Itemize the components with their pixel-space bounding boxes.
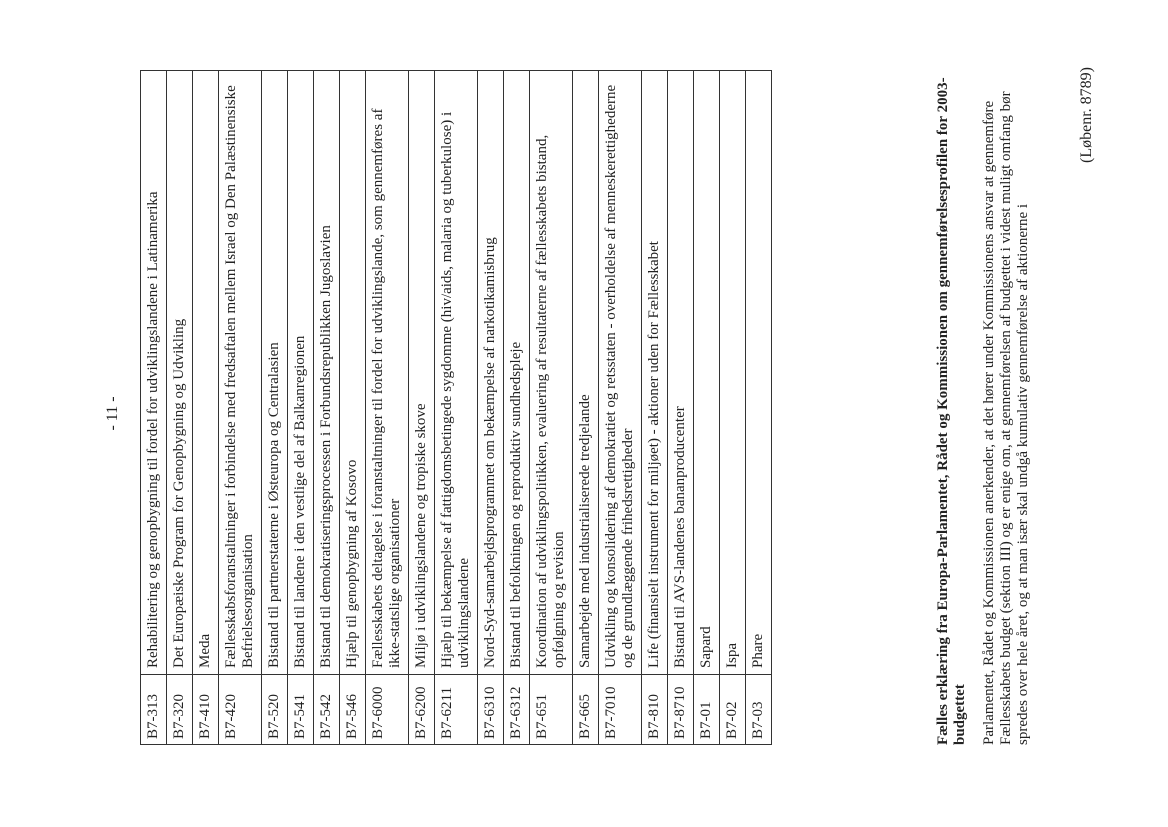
budget-line-description: Hjælp til genopbygning af Kosovo <box>344 459 360 668</box>
budget-line-code: B7-6211 <box>435 674 477 744</box>
table-row <box>503 71 529 744</box>
budget-line-description: Koordination af udviklingspolitikken, evaluering af resultaterne af fællesskabets bistand, opfølgning og revision <box>534 134 567 668</box>
budget-line-code: B7-420 <box>219 674 261 744</box>
budget-line-description: Hjælp til bekæmpelse af fattigdomsbetingede sygdomme (hiv/aids, malaria og tuberkulose) i udviklingslandene <box>439 111 472 668</box>
budget-line-description: Nord-Syd-samarbejdsprogrammet om bekæmpelse af narkotikamisbrug <box>482 237 498 668</box>
table-row <box>339 71 365 744</box>
table-row <box>641 71 667 744</box>
budget-line-code: B7-6000 <box>366 674 408 744</box>
budget-line-description: Rehabilitering og genopbygning til fordel for udviklingslandene i Latinamerika <box>145 191 161 668</box>
table-row <box>667 71 693 744</box>
budget-line-description: Udvikling og konsolidering af demokratiet og retsstaten - overholdelse af menneskerettighederne og de grundlæggende frihedsrettigheder <box>603 84 636 668</box>
budget-line-code: B7-7010 <box>599 674 641 744</box>
table-row <box>141 71 166 744</box>
table-row <box>572 71 598 744</box>
budget-line-code: B7-02 <box>720 674 745 744</box>
table-row <box>745 71 771 744</box>
budget-line-code: B7-665 <box>573 674 598 744</box>
budget-line-description: Bistand til partnerstaterne i Østeuropa og Centralasien <box>266 342 282 668</box>
budget-line-code: B7-542 <box>314 674 339 744</box>
budget-line-code: B7-6310 <box>478 674 503 744</box>
statement-heading: Fælles erklæring fra Europa-Parlamentet, Rådet og Kommissionen om gennemførelsesprofilen for 2003-budgettet <box>935 77 968 745</box>
page-number: - 11 - <box>104 396 121 431</box>
table-row <box>365 71 408 744</box>
budget-line-description: Ispa <box>724 643 740 668</box>
budget-line-code: B7-03 <box>746 674 771 744</box>
budget-line-code: B7-410 <box>193 674 218 744</box>
table-row <box>192 71 218 744</box>
budget-line-description: Bistand til demokratiseringsprocessen i Forbundsrepublikken Jugoslavien <box>318 225 334 668</box>
budget-line-description: Miljø i udviklingslandene og tropiske skove <box>413 403 429 668</box>
budget-line-description: Bistand til befolkningen og reproduktiv sundhedspleje <box>508 341 524 668</box>
table-row <box>598 71 641 744</box>
budget-line-code: B7-01 <box>694 674 719 744</box>
budget-line-code: B7-546 <box>340 674 365 744</box>
table-row <box>261 71 287 744</box>
budget-line-code: B7-8710 <box>668 674 693 744</box>
budget-line-description: Det Europæiske Program for Genopbygning og Udvikling <box>171 318 187 668</box>
budget-line-description: Bistand til AVS-landenes bananproducenter <box>672 406 688 668</box>
budget-line-code: B7-313 <box>141 674 166 744</box>
document-reference: (Løbenr. 8789) <box>1078 67 1095 163</box>
budget-line-code: B7-541 <box>288 674 313 744</box>
statement-body: Parlamentet, Rådet og Kommissionen anerkender, at det hører under Kommissionens ansvar at gennemføre Fællesskabets budget (sektion III) og er enige om, at gennemførelsen af budgettet i videst muligt omfang bør spredes over hele året, og at man især skal undgå kumulativ gennemførelse af aktionerne i <box>981 91 1031 745</box>
table-row <box>408 71 434 744</box>
budget-line-code: B7-320 <box>167 674 192 744</box>
budget-line-description: Meda <box>197 633 213 668</box>
table-row <box>434 71 477 744</box>
table-row <box>166 71 192 744</box>
budget-line-description: Life (finansielt instrument for miljøet) - aktioner uden for Fællesskabet <box>646 241 662 668</box>
budget-line-code: B7-810 <box>642 674 667 744</box>
budget-line-description: Bistand til landene i den vestlige del af Balkanregionen <box>292 335 308 668</box>
table-row <box>477 71 503 744</box>
budget-line-description: Phare <box>750 633 766 668</box>
table-row <box>529 71 572 744</box>
budget-line-description: Sapard <box>698 626 714 668</box>
budget-line-description: Samarbejde med industrialiserede tredjelande <box>577 394 593 668</box>
table-row <box>287 71 313 744</box>
joint-statement <box>935 72 1032 745</box>
budget-line-table <box>140 70 772 745</box>
table-row <box>313 71 339 744</box>
budget-line-code: B7-651 <box>530 674 572 744</box>
budget-line-code: B7-520 <box>262 674 287 744</box>
budget-line-description: Fællesskabsforanstaltninger i forbindelse med fredsaftalen mellem Israel og Den Palæstinensiske Befrielsesorganisation <box>223 85 256 668</box>
table-row <box>719 71 745 744</box>
budget-line-description: Fællesskabets deltagelse i foranstaltninger til fordel for udviklingslande, som gennemføres af ikke-statslige organisationer <box>370 108 403 668</box>
budget-line-code: B7-6200 <box>409 674 434 744</box>
table-row <box>693 71 719 744</box>
table-row <box>218 71 261 744</box>
budget-line-code: B7-6312 <box>504 674 529 744</box>
